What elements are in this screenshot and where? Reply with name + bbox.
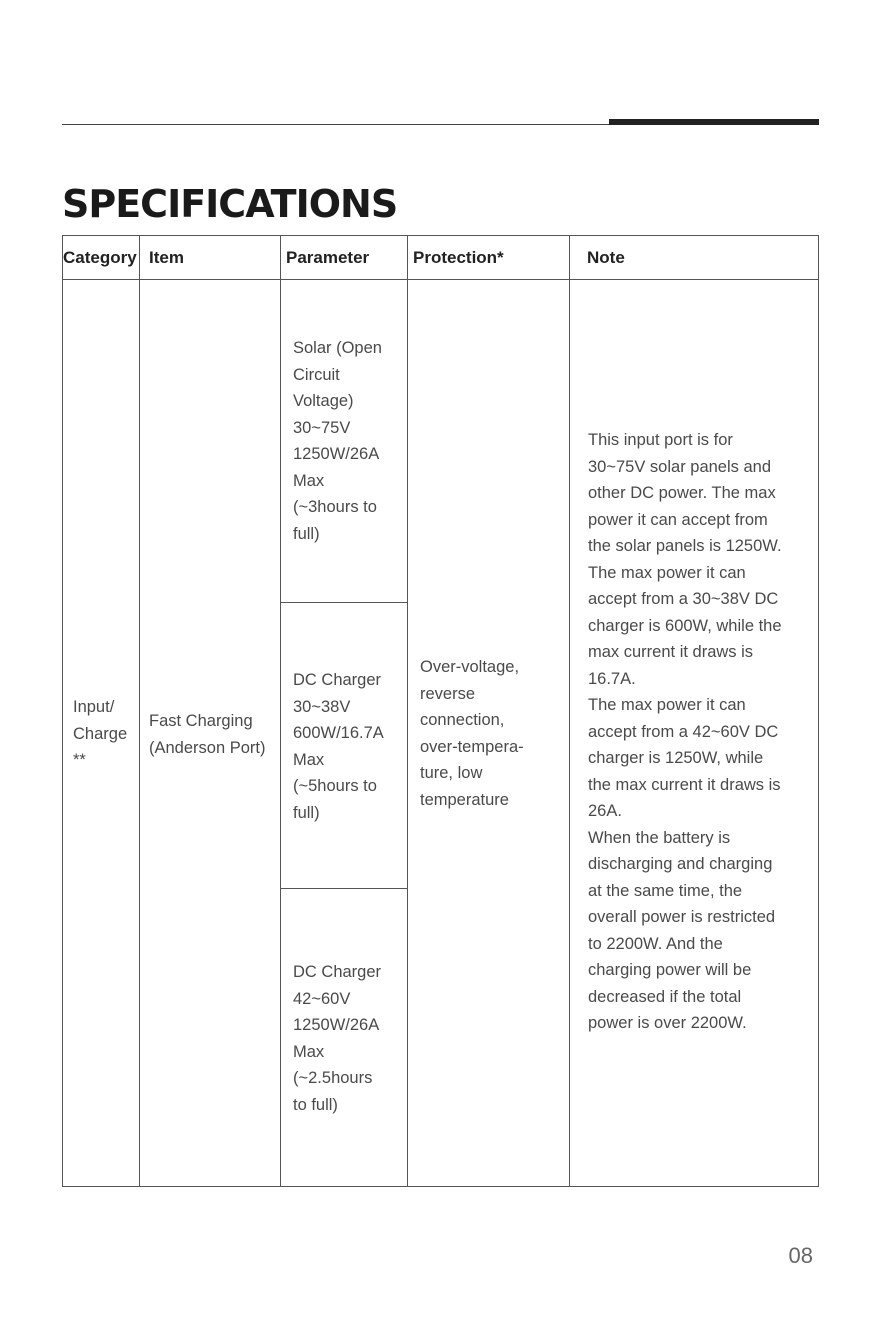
parameter-dc-30-38v-cell: DC Charger 30~38V 600W/16.7A Max (~5hours to full) bbox=[293, 671, 384, 822]
header-row-divider bbox=[63, 279, 818, 280]
header-parameter: Parameter bbox=[286, 248, 370, 267]
protection-cell: Over-voltage, reverse connection, over-tempera- ture, low temperature bbox=[420, 658, 524, 809]
category-cell: Input/ Charge ** bbox=[73, 698, 128, 769]
page-number: 08 bbox=[788, 1243, 813, 1268]
specifications-table bbox=[62, 235, 819, 1187]
column-divider bbox=[407, 236, 408, 1186]
parameter-solar-cell: Solar (Open Circuit Voltage) 30~75V 1250W/26A Max (~3hours to full) bbox=[293, 339, 382, 543]
item-cell: Fast Charging (Anderson Port) bbox=[149, 712, 266, 757]
parameter-dc-42-60v-cell: DC Charger 42~60V 1250W/26A Max (~2.5hours to full) bbox=[293, 963, 382, 1114]
note-cell: This input port is for 30~75V solar panels and other DC power. The max power it can accept from the solar panels is 1250W. The max power it can accept from a 30~38V DC charger is 600W, while the max current it draws is 16.7A. The max power it can accept from a 42~60V DC charger is 1250W, while the max current it draws is 26A. When the battery is discharging and charging at the same time, the overall power is restricted to 2200W. And the charging power will be decreased if the total power is over 2200W. bbox=[588, 431, 782, 1032]
header-note: Note bbox=[587, 248, 625, 267]
header-item: Item bbox=[149, 248, 184, 267]
column-divider bbox=[139, 236, 140, 1186]
header-protection: Protection* bbox=[413, 248, 504, 267]
header-category: Category bbox=[63, 248, 137, 267]
column-divider bbox=[280, 236, 281, 1186]
column-divider bbox=[569, 236, 570, 1186]
parameter-divider bbox=[280, 602, 407, 603]
page-title: SPECIFICATIONS bbox=[62, 182, 398, 226]
header-rule-accent bbox=[609, 119, 819, 125]
parameter-divider bbox=[280, 888, 407, 889]
